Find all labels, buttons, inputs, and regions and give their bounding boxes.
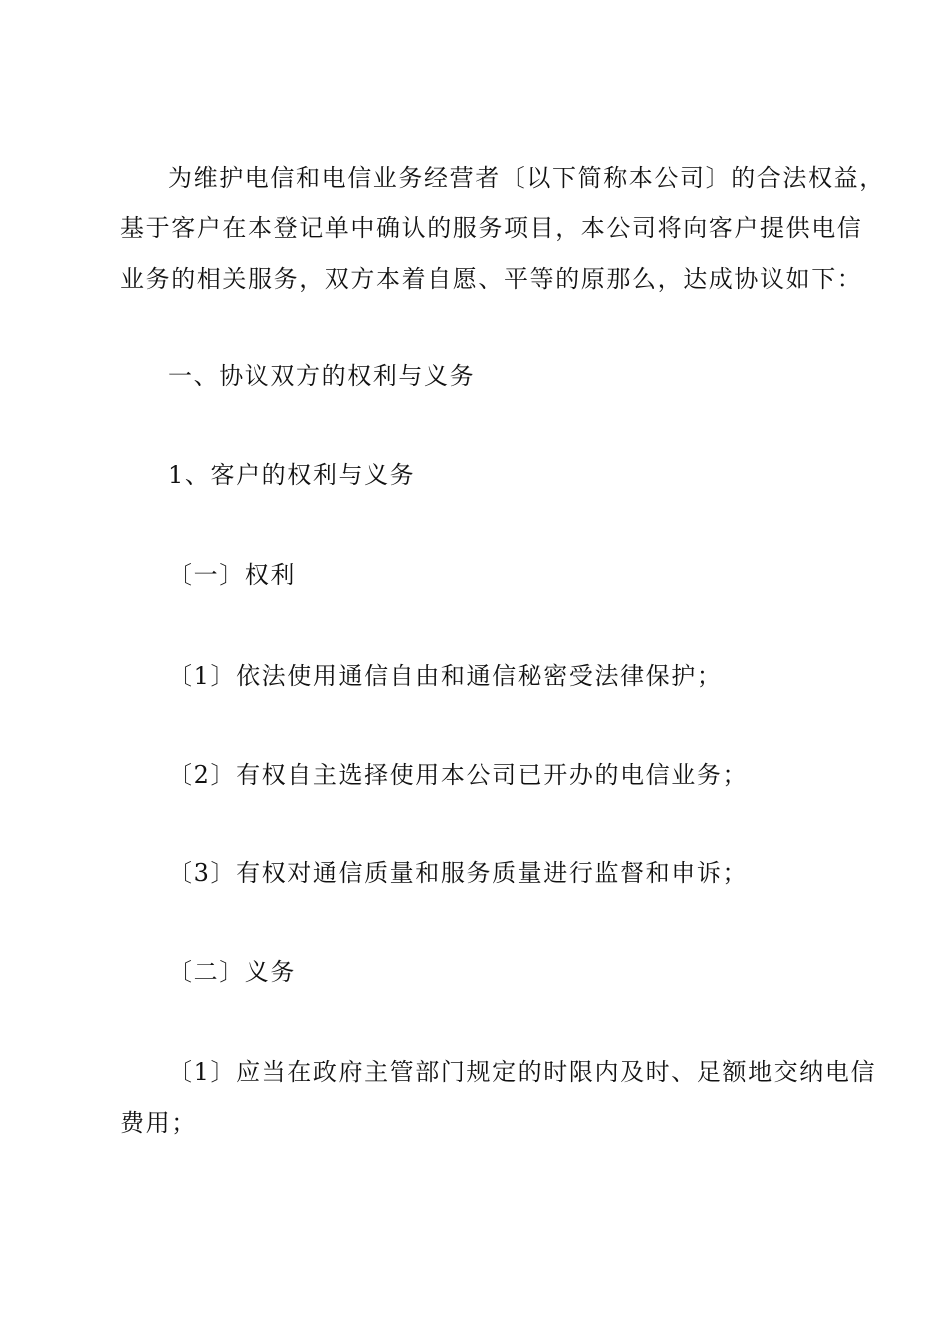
intro-paragraph-line-3: 业务的相关服务，双方本着自愿、平等的原那么，达成协议如下： (120, 265, 863, 293)
intro-paragraph-line-1: 为维护电信和电信业务经营者〔以下简称本公司〕的合法权益， (168, 164, 885, 192)
section-heading-1: 一、协议双方的权利与义务 (168, 362, 476, 390)
obligations-item-1-line-1: 〔1〕应当在政府主管部门规定的时限内及时、足额地交纳电信 (168, 1058, 877, 1086)
rights-item-1: 〔1〕依法使用通信自由和通信秘密受法律保护； (168, 662, 723, 690)
obligations-item-1-line-2: 费用； (120, 1109, 197, 1137)
subsection-heading-customer: 1、客户的权利与义务 (168, 461, 416, 489)
obligations-heading: 〔二〕义务 (168, 958, 296, 986)
rights-item-3: 〔3〕有权对通信质量和服务质量进行监督和申诉； (168, 859, 749, 887)
intro-paragraph-line-2: 基于客户在本登记单中确认的服务项目，本公司将向客户提供电信 (120, 214, 863, 242)
rights-heading: 〔一〕权利 (168, 561, 296, 589)
rights-item-2: 〔2〕有权自主选择使用本公司已开办的电信业务； (168, 761, 749, 789)
